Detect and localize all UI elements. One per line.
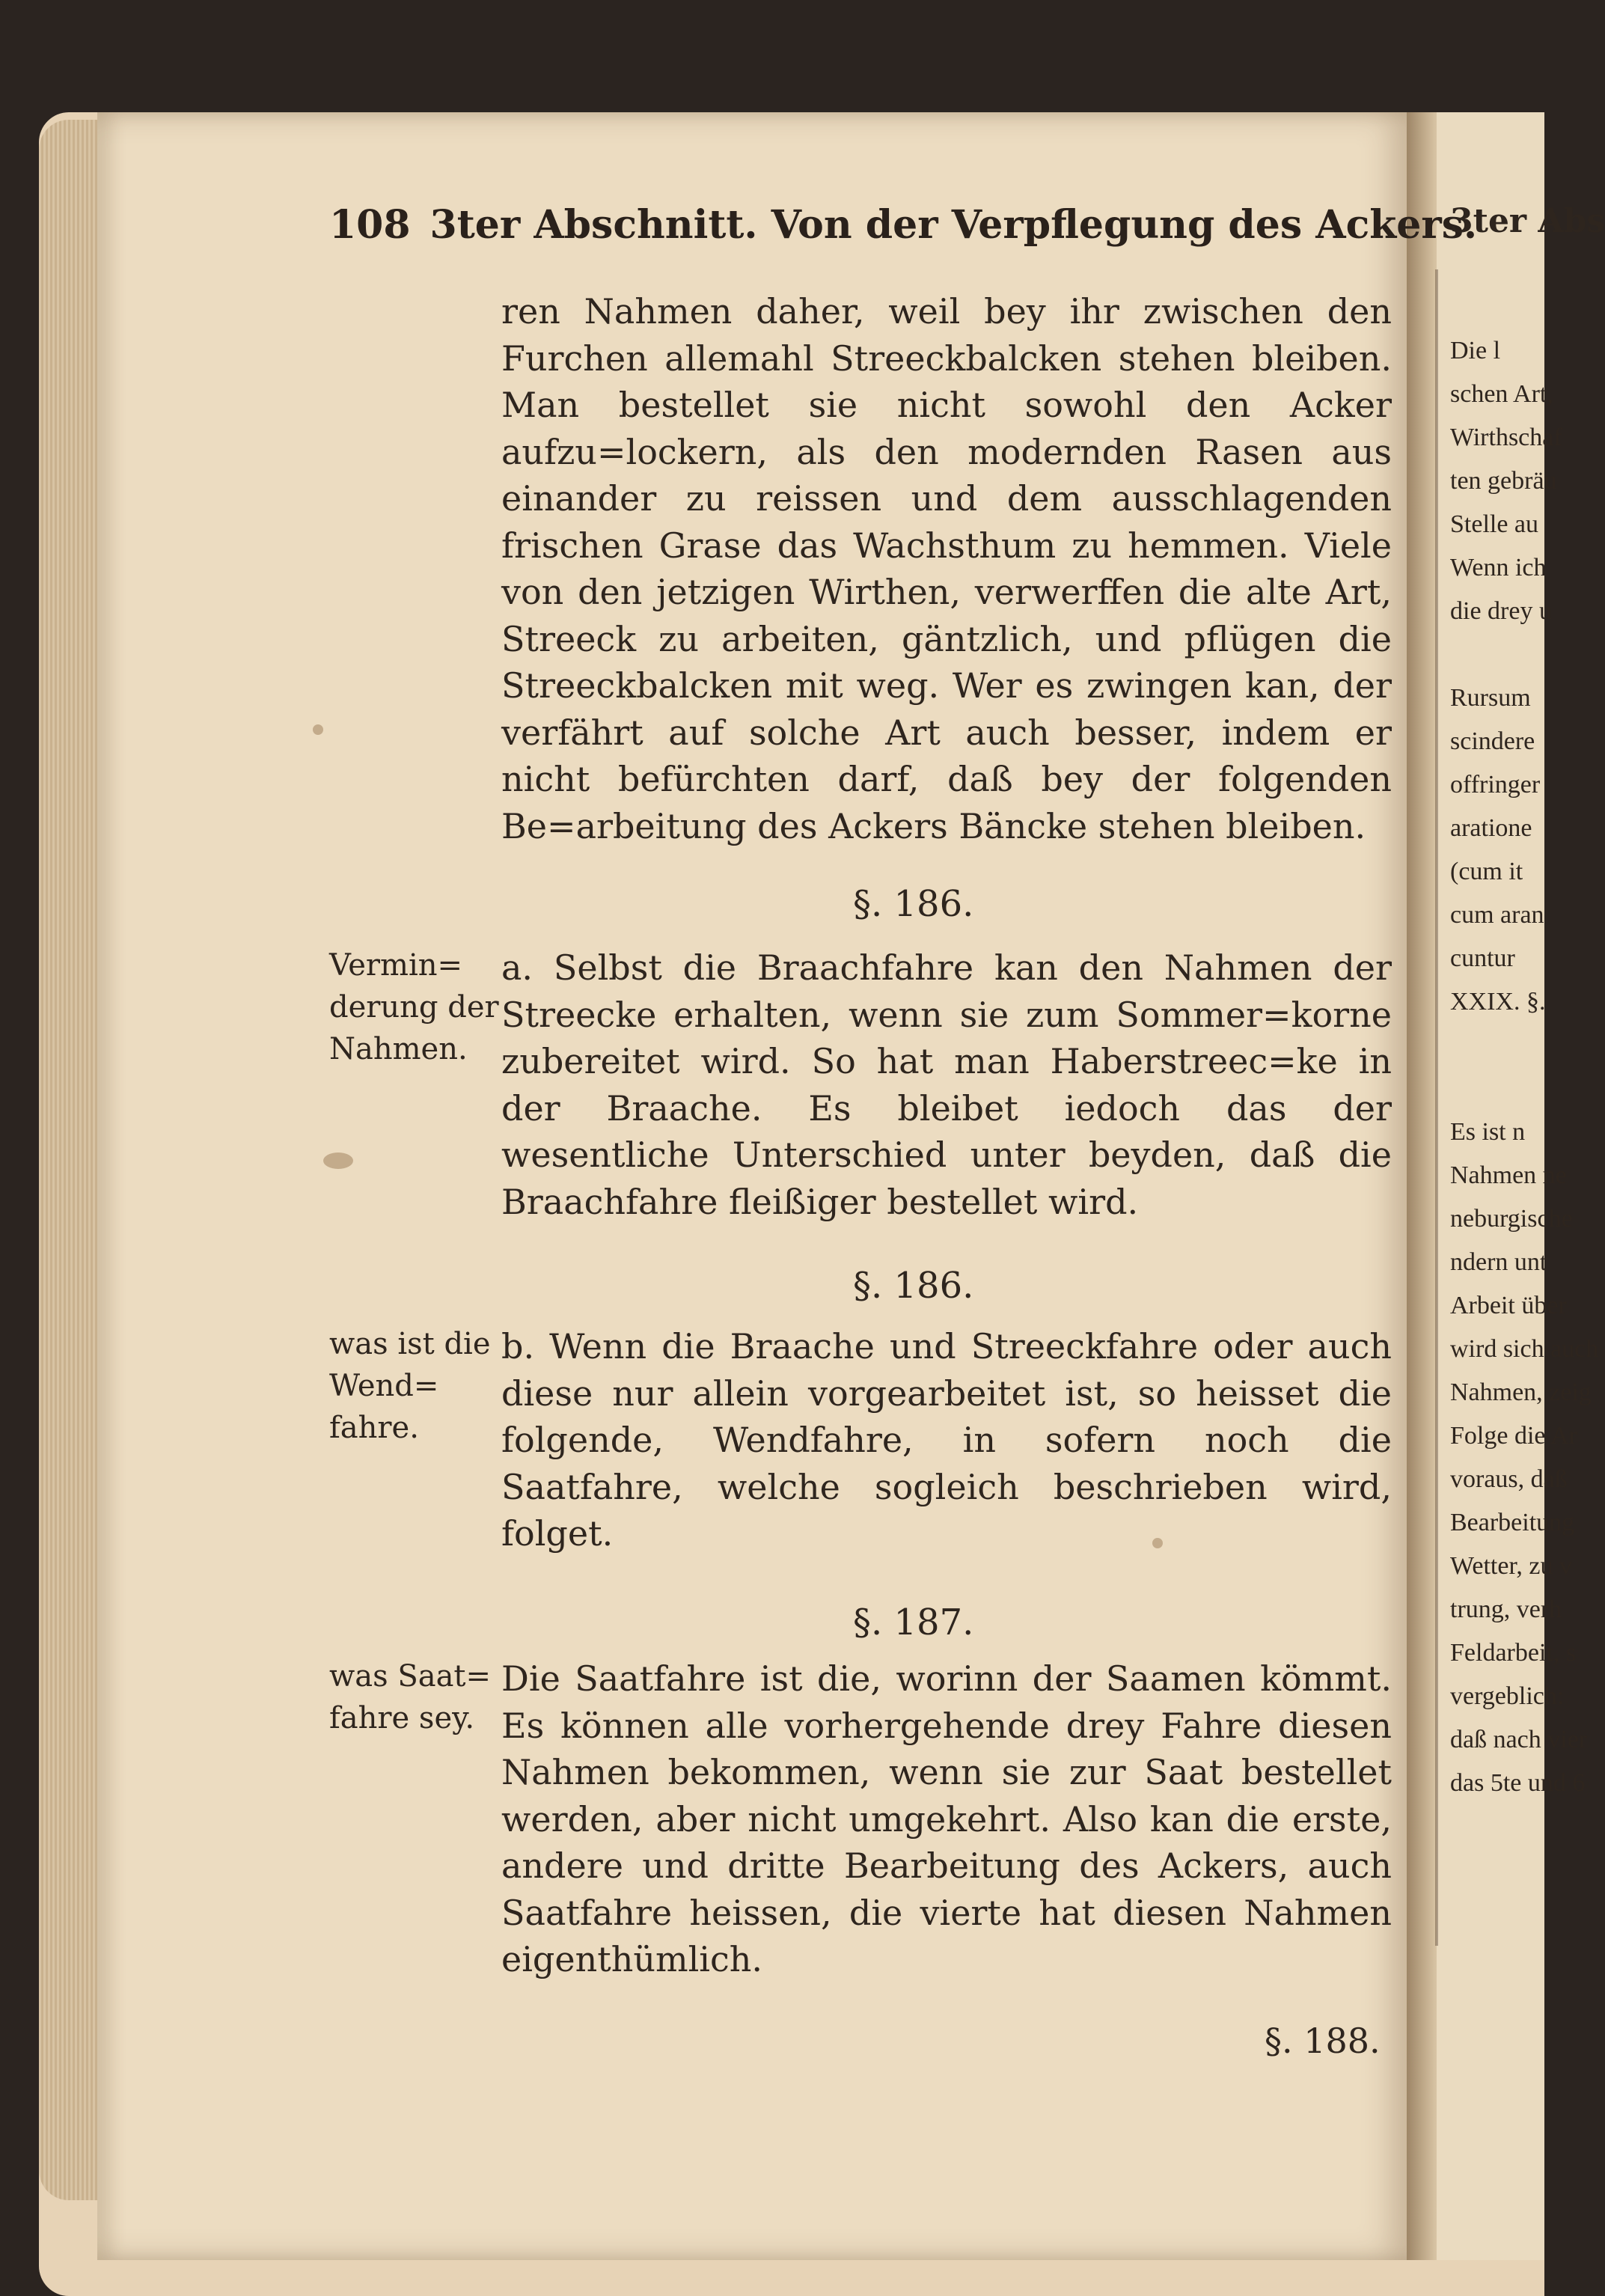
facing-page-line: cuntur xyxy=(1450,944,1515,972)
facing-page-line: vergeblich: xyxy=(1450,1682,1565,1710)
margin-note-187: was Saat= fahre sey. xyxy=(329,1659,492,1735)
facing-page-line: aratione xyxy=(1450,814,1532,842)
margin-note-186b: was ist die Wend= fahre. xyxy=(329,1327,491,1445)
facing-page-line: daß nach vier xyxy=(1450,1726,1588,1753)
facing-page-line: XXIX. §. xyxy=(1450,988,1546,1016)
page-edges xyxy=(39,120,99,2200)
page-number: 108 xyxy=(329,202,411,248)
facing-page-line: ndern unt xyxy=(1450,1248,1547,1276)
facing-page-line: Wetter, zu v xyxy=(1450,1552,1572,1580)
running-header xyxy=(329,202,1478,262)
facing-page-line xyxy=(1450,1067,1544,1111)
facing-page-line: das 5te und 6 xyxy=(1450,1769,1586,1797)
facing-page-text xyxy=(1450,329,1599,1805)
facing-page-line: schen Art, xyxy=(1450,380,1553,408)
facing-page-line: Rursum xyxy=(1450,684,1531,712)
facing-page-line: offringer xyxy=(1450,771,1541,799)
facing-page-line: Feldarbeit, s xyxy=(1450,1639,1577,1667)
facing-page-line: wird sich auch xyxy=(1450,1335,1599,1363)
facing-page-line: ten gebräu xyxy=(1450,467,1557,495)
facing-page-line xyxy=(1450,633,1544,677)
facing-page-line: Bearbeitung xyxy=(1450,1509,1575,1536)
facing-page-line xyxy=(1450,1024,1544,1067)
catchword: §. 188. xyxy=(1265,2021,1381,2061)
margin-note-186a: Vermin= derung der Nahmen. xyxy=(329,948,499,1066)
facing-page-header: 3ter Abs xyxy=(1450,202,1605,240)
book-gutter xyxy=(1407,112,1437,2260)
facing-page-line: voraus, daß xyxy=(1450,1465,1568,1493)
facing-page-line: Folge die Ar xyxy=(1450,1422,1577,1450)
facing-page-line: die drey u xyxy=(1450,597,1552,625)
facing-page-line: Nahmen, zeig xyxy=(1450,1378,1592,1406)
ink-stain xyxy=(323,1152,353,1169)
section-text-186b: b. Wenn die Braache und Streeckfahre oder auch diese nur allein vorgearbeitet ist, so heisset die folgende, Wendfahre, in sofern noch die Saatfahre, welche sogleich beschrieben wird, folget. xyxy=(501,1326,1392,1554)
facing-page-line: Nahmen ne xyxy=(1450,1161,1567,1189)
intro-paragraph: ren Nahmen daher, weil bey ihr zwischen den Furchen allemahl Streeckbalcken stehen bleiben. Man bestellet sie nicht sowohl den Acker aufzu=lockern, als den modernden Rasen aus einander zu reissen und dem ausschlagenden frischen Grase das Wachsthum zu hemmen. Viele von den jetzigen Wirthen, verwerffen die alte Art, Streeck zu arbeiten, gäntzlich, und pflügen die Streeckbalcken mit weg. Wer es zwingen kan, der verfährt auf solche Art auch besser, indem er nicht befürchten darf, daß bey der folgenden Be=arbeitung des Ackers Bäncke stehen bleiben. xyxy=(501,291,1392,846)
section-heading-186a: §. 186. xyxy=(853,883,974,925)
running-title: 3ter Abschnitt. Von der Verpflegung des Ackers. xyxy=(429,202,1478,248)
facing-page-line: Wirthschaf xyxy=(1450,424,1562,451)
ink-dot xyxy=(313,724,323,735)
facing-page-rule xyxy=(1435,269,1438,1946)
facing-page-line: Stelle au xyxy=(1450,510,1539,538)
facing-page-line: Wenn ich xyxy=(1450,554,1547,581)
facing-page-line: trung, verh xyxy=(1450,1596,1562,1623)
facing-page-line: neburgische xyxy=(1450,1205,1573,1233)
section-heading-187: §. 187. xyxy=(853,1602,974,1643)
section-text-187: Die Saatfahre ist die, worinn der Saamen kömmt. Es können alle vorhergehende drey Fahre diesen Nahmen bekommen, wenn sie zur Saat bestellet werden, aber nicht umgekehrt. Also kan die erste, andere und dritte Bearbeitung des Ackers, auch Saatfahre heissen, die vierte hat diesen Nahmen eigenthümlich. xyxy=(501,1658,1392,1979)
facing-page-line: Die l xyxy=(1450,337,1501,364)
facing-page-line: cum aran xyxy=(1450,901,1544,929)
facing-page-line: Es ist n xyxy=(1450,1118,1526,1146)
facing-page-line: Arbeit über xyxy=(1450,1292,1567,1319)
ink-dot xyxy=(1152,1538,1163,1548)
facing-page-line: (cum it xyxy=(1450,858,1523,885)
section-text-186a: a. Selbst die Braachfahre kan den Nahmen der Streecke erhalten, wenn sie zum Sommer=korne zubereitet wird. So hat man Haberstreec=ke in der Braache. Es bleibet iedoch das der wesentliche Unterschied unter beyden, daß die Braachfahre fleißiger bestellet wird. xyxy=(501,947,1392,1222)
section-heading-186b: §. 186. xyxy=(853,1265,974,1307)
facing-page-line: scindere xyxy=(1450,727,1535,755)
